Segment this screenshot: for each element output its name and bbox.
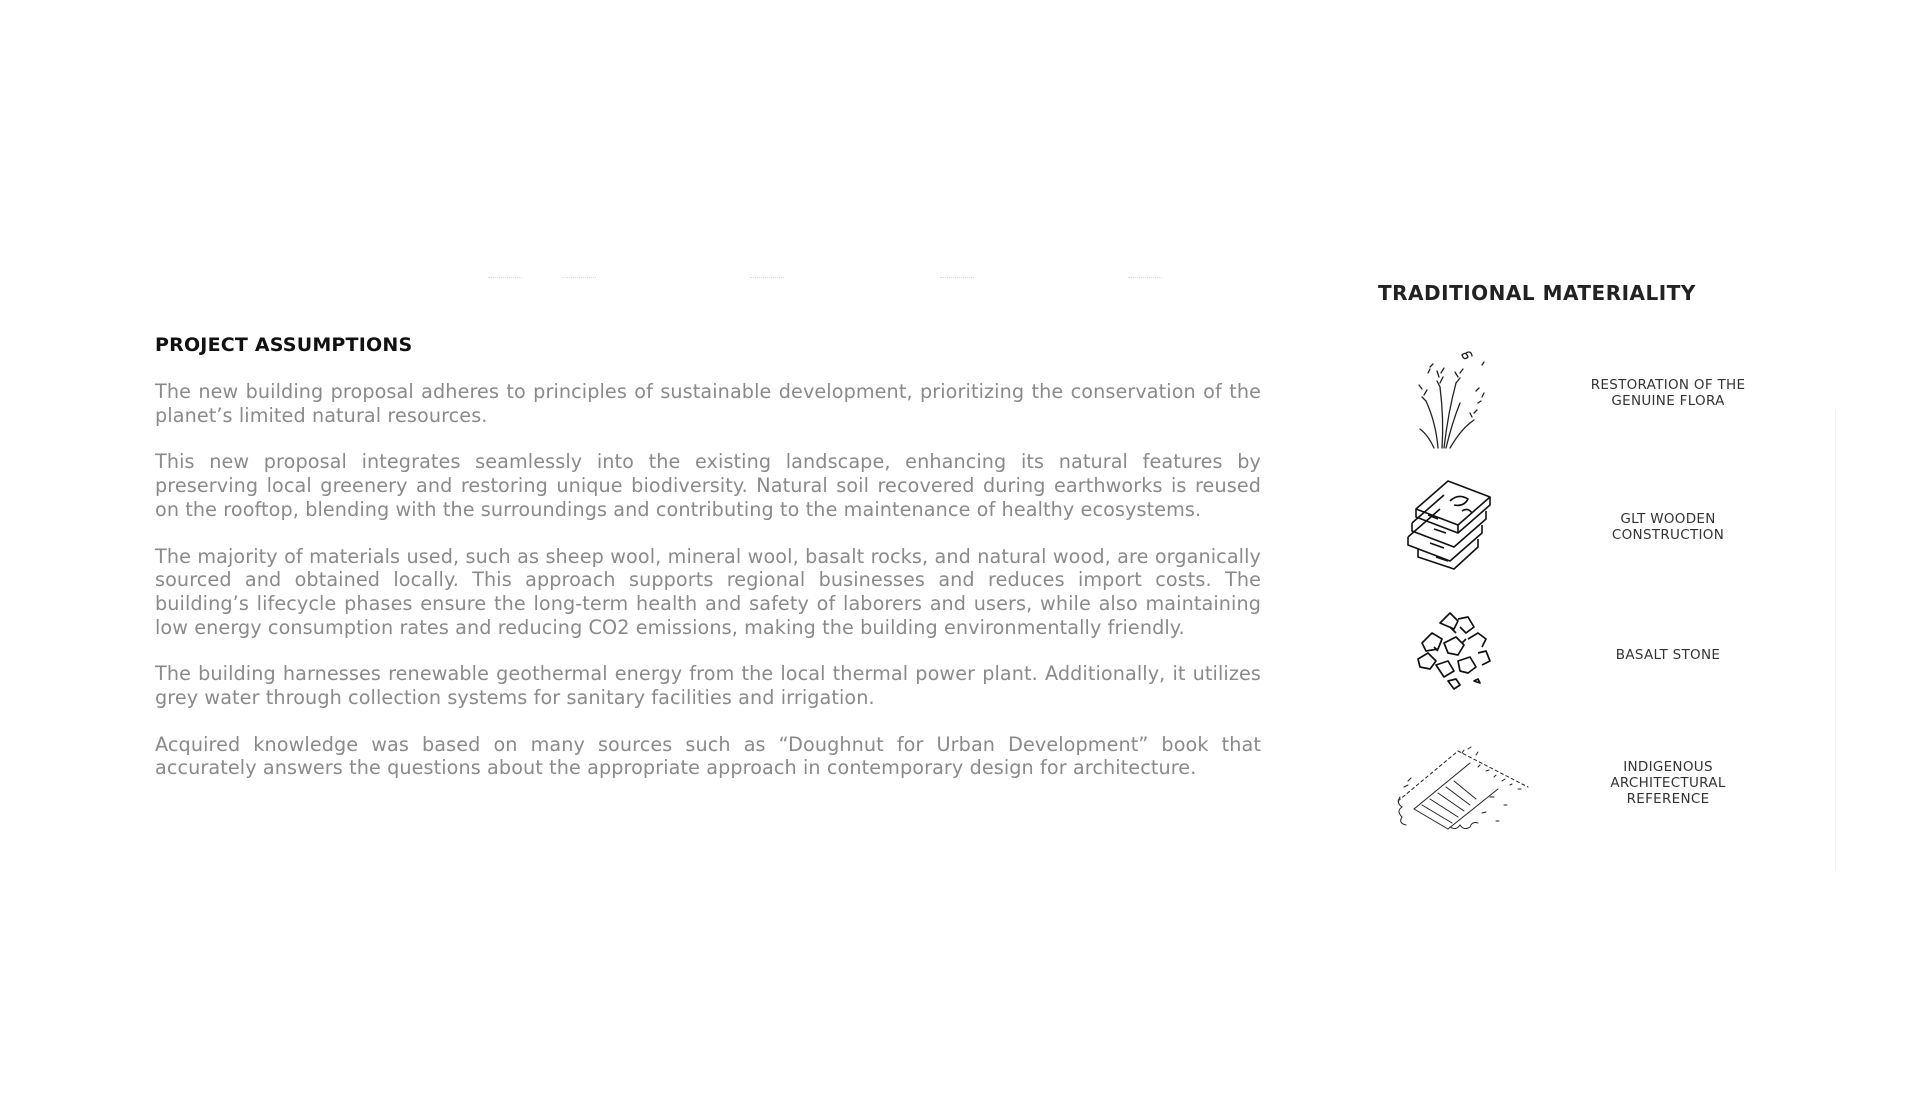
glt-label-line-2: CONSTRUCTION — [1611, 527, 1725, 543]
traditional-materiality-title: TRADITIONAL MATERIALITY — [1378, 281, 1696, 305]
faint-dotted-marks — [480, 277, 1340, 279]
project-assumptions-section — [155, 334, 1261, 780]
wood-planks-sketch-icon — [1378, 471, 1568, 581]
glt-label-line-1: GLT WOODEN — [1620, 511, 1716, 527]
flora-label-line-1: RESTORATION OF THE — [1590, 377, 1746, 393]
traditional-materiality-section — [1378, 281, 1778, 807]
materiality-label-glt-wood — [1568, 511, 1768, 543]
faint-divider-line — [1835, 410, 1836, 870]
flora-sketch-icon — [1378, 343, 1568, 453]
materiality-label-indigenous — [1568, 759, 1768, 807]
assumption-paragraph-1: The new building proposal adheres to principles of sustainable development, prioritizing the conservation of the planet’s limited natural resources. — [155, 380, 1261, 427]
indigenous-label-line-2: ARCHITECTURAL — [1610, 775, 1726, 791]
basalt-label-line-1: BASALT STONE — [1615, 647, 1721, 663]
flora-label-line-2: GENUINE FLORA — [1611, 393, 1725, 409]
project-assumptions-heading: PROJECT ASSUMPTIONS — [155, 334, 413, 356]
indigenous-label-line-3: REFERENCE — [1626, 791, 1710, 807]
assumption-paragraph-4: The building harnesses renewable geothermal energy from the local thermal power plant. Additionally, it utilizes grey water through collection systems for sanitary facilities and irrigation. — [155, 662, 1261, 710]
materiality-label-basalt — [1568, 647, 1768, 663]
assumption-paragraph-3: The majority of materials used, such as sheep wool, mineral wool, basalt rocks, and natural wood, are organically sourced and obtained locally. This approach supports regional businesses and reduces import costs. The building’s lifecycle phases ensure the long-term health and safety of laborers and users, while also maintaining low energy consumption rates and reducing CO2 emissions, making the building environmentally friendly. — [155, 544, 1261, 639]
assumption-paragraph-2: This new proposal integrates seamlessly into the existing landscape, enhancing its natural features by preserving local greenery and restoring unique biodiversity. Natural soil recovered during earthworks is reused on the rooftop, blending with the surroundings and contributing to the maintenance of healthy ecosystems. — [155, 450, 1261, 521]
indigenous-label-line-1: INDIGENOUS — [1623, 759, 1713, 775]
materiality-label-flora — [1568, 377, 1768, 409]
stones-sketch-icon — [1378, 599, 1568, 709]
assumption-paragraph-5: Acquired knowledge was based on many sources such as “Doughnut for Urban Development” book that accurately answers the questions about the appropriate approach in contemporary design for architecture. — [155, 732, 1261, 780]
turf-house-sketch-icon — [1378, 727, 1568, 837]
